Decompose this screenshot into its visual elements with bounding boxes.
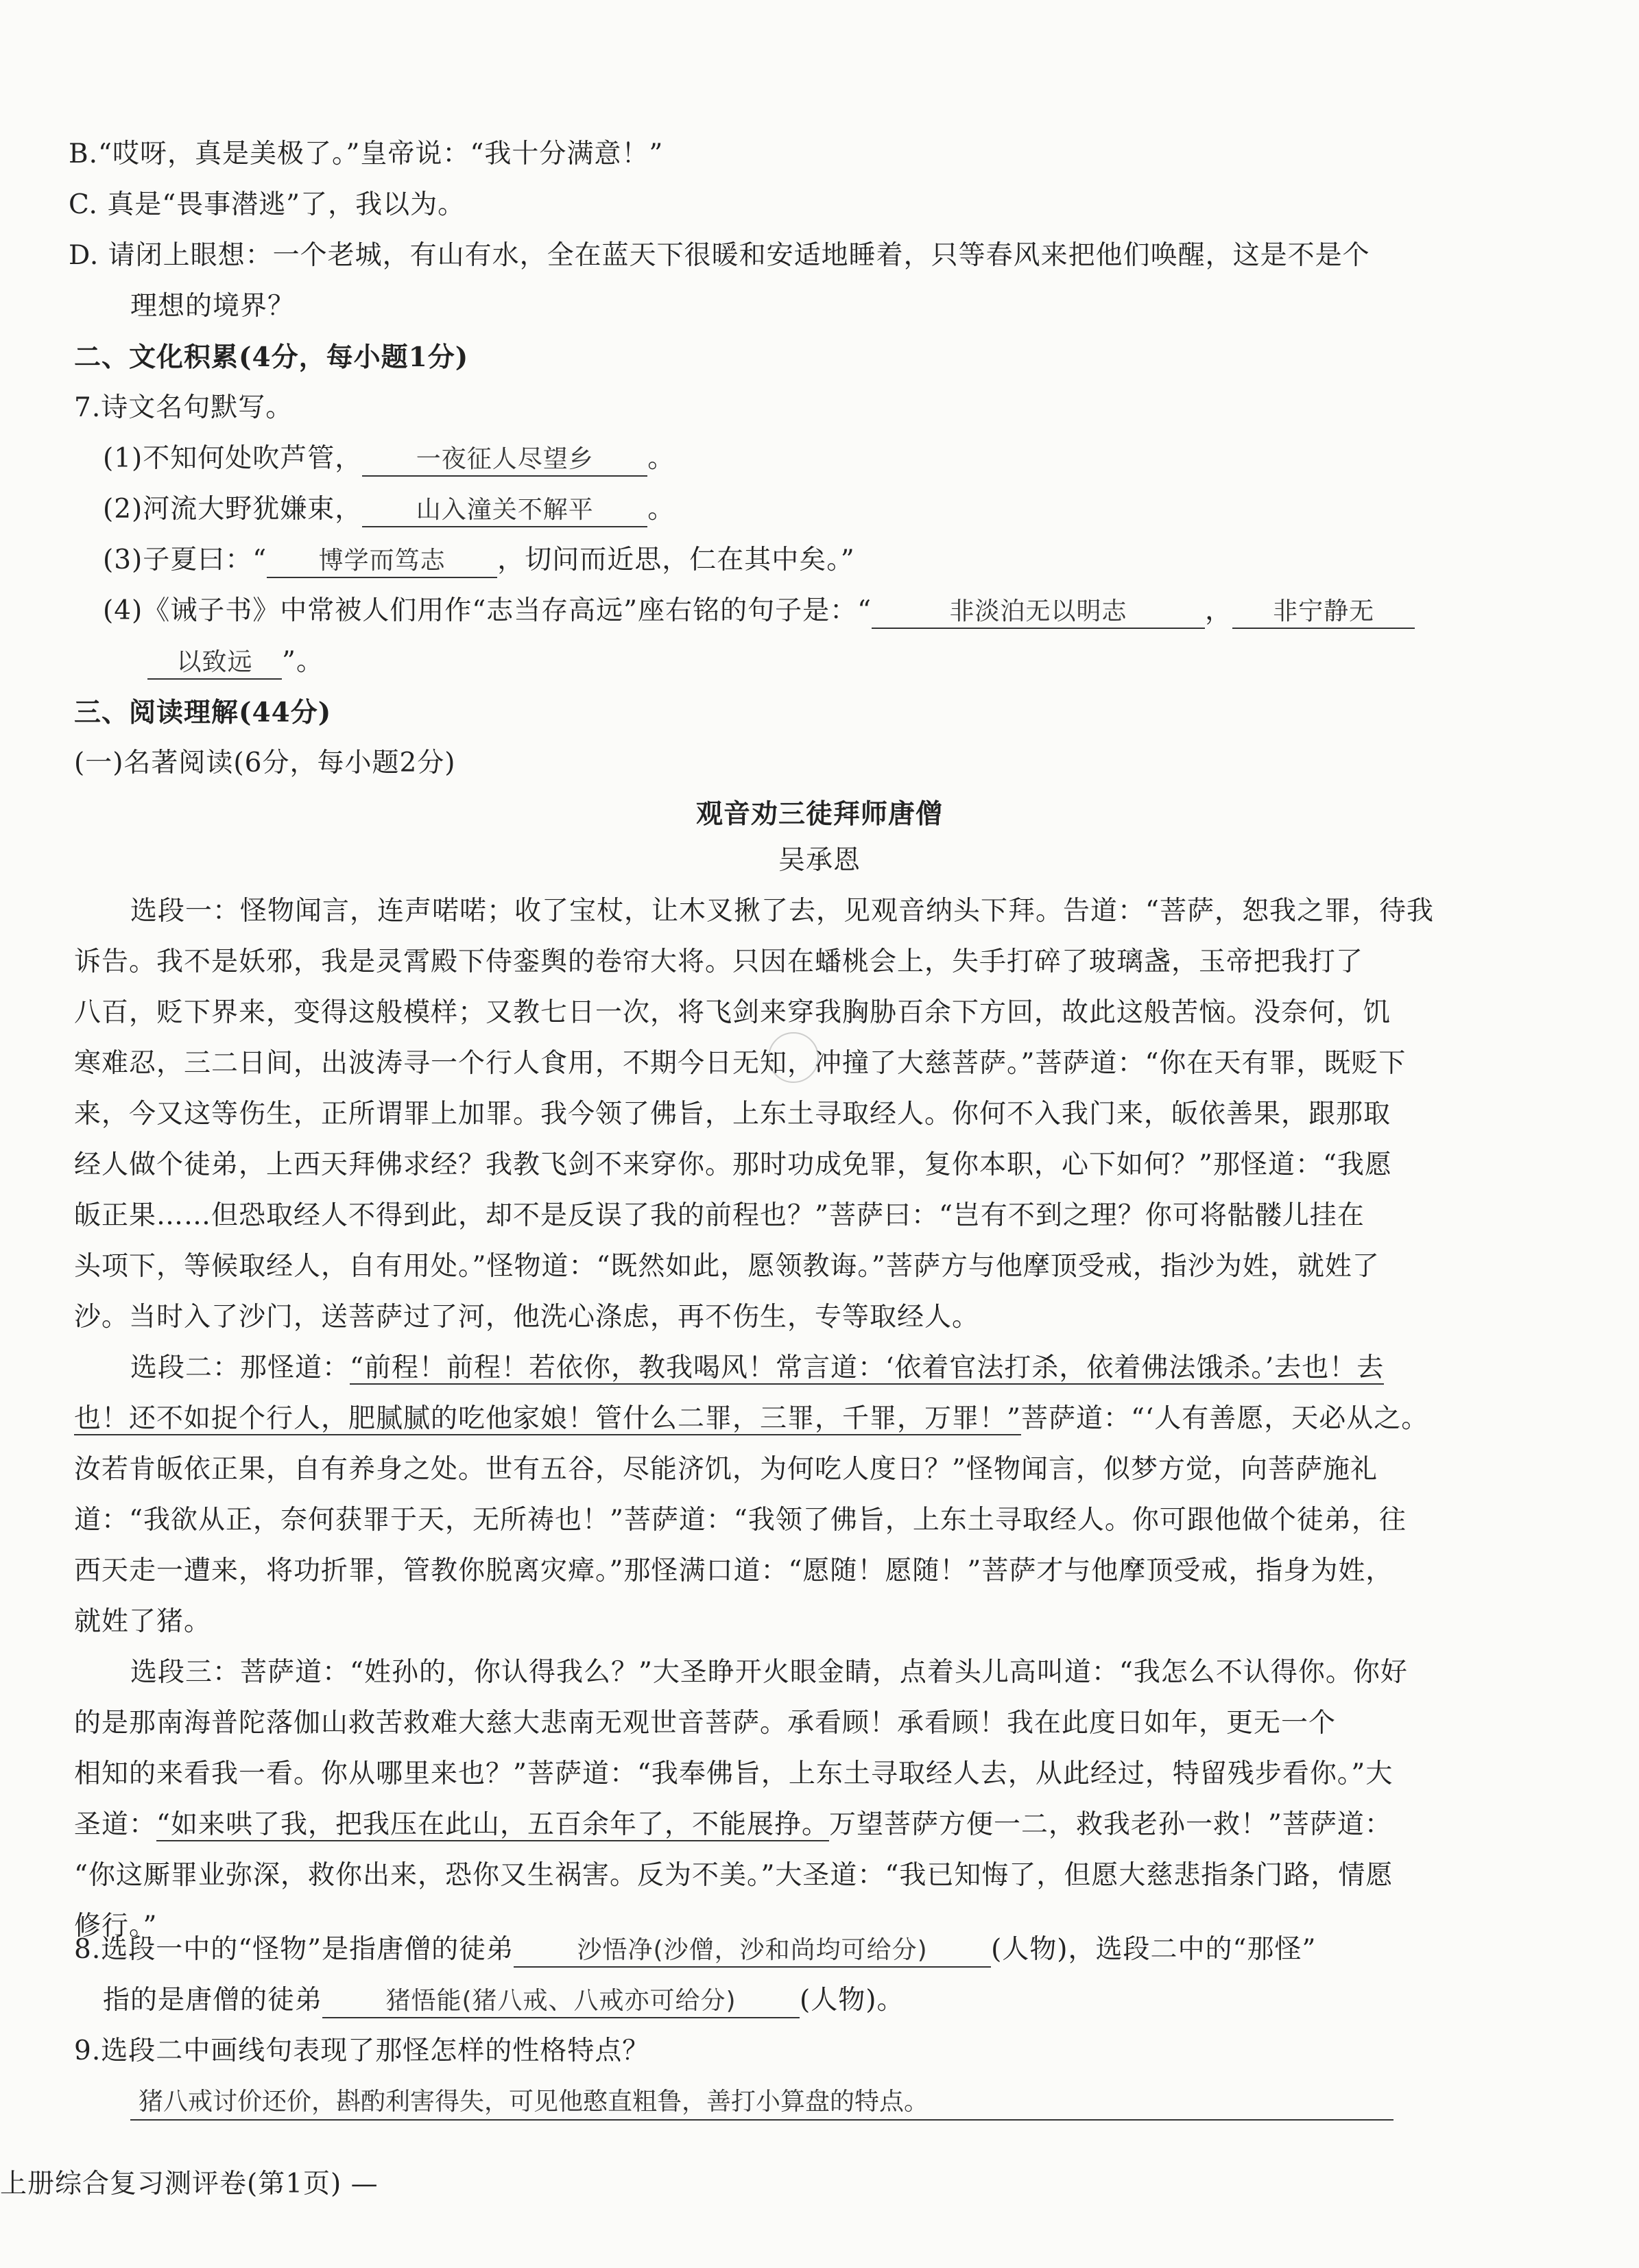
recite-item-4-end: ”。 [282,646,324,677]
passage-line: 就姓了猪。 [74,1606,212,1637]
passage-line: 八百，贬下界来，变得这般模样；又教七日一次，将飞剑来穿我胸胁百余下方回，故此这般苦恼。没奈何，饥 [74,997,1391,1028]
recite-item-1-end: 。 [647,443,675,474]
question-7: 7.诗文名句默写。 [74,392,294,423]
recite-item-2 [103,492,675,527]
question-8-prompt-2: 指的是唐僧的徒弟 [103,1985,323,2016]
passage-line: 西天走一遭来，将功折罪，管教你脱离灾瘴。”那怪满口道：“愿随！愿随！”菩萨才与他摩顶受戒，指身为姓， [74,1555,1393,1586]
underlined-sentence: 也！还不如捉个行人，肥腻腻的吃他家娘！管什么二罪，三罪，千罪，万罪！” [74,1403,1021,1434]
option-d-line1: D. 请闭上眼想：一个老城，有山有水，全在蓝天下很暖和安适地睡着，只等春风来把他们唤醒，这是不是个 [69,240,1370,271]
recite-item-2-prompt: (2)河流大野犹嫌束， [103,494,363,525]
passage-line: 相知的来看我一看。你从哪里来也？”菩萨道：“我奉佛旨，上东土寻取经人去，从此经过，特留残步看你。”大 [74,1758,1393,1789]
recite-item-1-answer: 一夜征人尽望乡 [362,444,647,477]
underlined-sentence: “如来哄了我，把我压在此山，五百余年了，不能展挣。 [156,1809,829,1840]
question-8-mid: (人物)，选段二中的“那怪” [991,1934,1317,1965]
passage-author: 吴承恩 [778,845,861,876]
passage-line: “你这厮罪业弥深，救你出来，恐你又生祸害。反为不美。”大圣道：“我已知悔了，但愿大慈悲指条门路，情愿 [74,1860,1393,1891]
passage-line: 汝若肯皈依正果，自有养身之处。世有五谷，尽能济饥，为何吃人度日？”怪物闻言，似梦方觉，向菩萨施礼 [74,1454,1378,1485]
passage-line: 选段二：那怪道：“前程！前程！若依你，教我喝风！常言道：‘依着官法打杀，依着佛法饿杀。’去也！去 [130,1352,1385,1383]
passage-line: 的是那南海普陀落伽山救苦救难大慈大悲南无观世音菩萨。承看顾！承看顾！我在此度日如年，更无一个 [74,1708,1337,1739]
recite-item-3-answer: 博学而笃志 [267,545,497,578]
recite-item-4-answer-2a: 非宁静无 [1232,596,1415,629]
question-8-answer-1: 沙悟净(沙僧，沙和尚均可给分) [514,1935,991,1968]
recite-item-4-comma: ， [1205,595,1233,626]
recite-item-3-prompt: (3)子夏曰：“ [103,545,267,575]
recite-item-1 [103,442,675,477]
passage-line: 寒难忍，三二日间，出波涛寻一个行人食用，不期今日无知，冲撞了大慈菩萨。”菩萨道：“你在天有罪，既贬下 [74,1048,1407,1079]
passage-line: 道：“我欲从正，奈何获罪于天，无所祷也！”菩萨道：“我领了佛旨，上东土寻取经人。你可跟他做个徒弟，往 [74,1505,1407,1536]
page-footer: 上册综合复习测评卷(第1页) — [0,2169,379,2199]
passage-line: 选段一：怪物闻言，连声喏喏；收了宝杖，让木叉揪了去，见观音纳头下拜。告道：“菩萨，恕我之罪，待我 [130,896,1434,927]
recite-item-4-answer-1: 非淡泊无以明志 [872,596,1205,629]
recite-item-4-cont [147,645,324,680]
section-heading-reading: 三、阅读理解(44分) [74,697,332,728]
subsection-classic-reading: (一)名著阅读(6分，每小题2分) [74,748,456,778]
recite-item-2-answer: 山入潼关不解平 [362,494,647,527]
recite-item-3-end: ，切问而近思，仁在其中矣。” [497,545,855,575]
passage-line: 皈正果……但恐取经人不得到此，却不是反误了我的前程也？”菩萨曰：“岂有不到之理？你可将骷髅儿挂在 [74,1200,1365,1231]
watermark-seal [768,1032,819,1083]
option-b: B.“哎呀，真是美极了。”皇帝说：“我十分满意！” [69,139,664,169]
question-9-answer: 猪八戒讨价还价，斟酌利害得失，可见他憨直粗鲁，善打小算盘的特点。 [130,2085,1393,2121]
option-c: C. 真是“畏事潜逃”了，我以为。 [69,189,466,220]
recite-item-2-end: 。 [647,494,675,525]
question-9: 9.选段二中画线句表现了那怪怎样的性格特点？ [74,2036,650,2066]
recite-item-3 [103,543,855,578]
question-8-line-1 [74,1933,1316,1968]
passage-line: 头项下，等候取经人，自有用处。”怪物道：“既然如此，愿领教诲。”菩萨方与他摩顶受戒，指沙为姓，就姓了 [74,1251,1380,1282]
recite-item-4-prompt: (4)《诫子书》中常被人们用作“志当存高远”座右铭的句子是：“ [103,595,872,626]
recite-item-4 [103,594,1415,629]
question-8-line-2 [103,1983,904,2018]
passage-line: 圣道：“如来哄了我，把我压在此山，五百余年了，不能展挣。万望菩萨方便一二，救我老孙一救！”菩萨道： [74,1809,1392,1840]
question-8-answer-2: 猪悟能(猪八戒、八戒亦可给分) [322,1985,800,2018]
passage-line: 也！还不如捉个行人，肥腻腻的吃他家娘！管什么二罪，三罪，千罪，万罪！”菩萨道：“‘人有善愿，天必从之。 [74,1403,1429,1434]
passage-line: 修行。” [74,1911,158,1942]
passage-title: 观音劝三徒拜师唐僧 [695,798,943,830]
passage-line: 诉告。我不是妖邪，我是灵霄殿下侍銮舆的卷帘大将。只因在蟠桃会上，失手打碎了玻璃盏，玉帝把我打了 [74,946,1364,977]
question-8-prompt: 8.选段一中的“怪物”是指唐僧的徒弟 [74,1934,514,1965]
passage-line: 经人做个徒弟，上西天拜佛求经？我教飞剑不来穿你。那时功成免罪，复你本职，心下如何？”那怪道：“我愿 [74,1149,1392,1180]
recite-item-4-answer-2b: 以致远 [147,647,282,680]
underlined-sentence: “前程！前程！若依你，教我喝风！常言道：‘依着官法打杀，依着佛法饿杀。’去也！去 [350,1352,1385,1383]
section-heading-culture: 二、文化积累(4分，每小题1分) [74,342,469,373]
recite-item-1-prompt: (1)不知何处吹芦管， [103,443,363,474]
question-8-end: (人物)。 [800,1985,905,2016]
option-d-line2: 理想的境界？ [130,291,296,322]
passage-line: 沙。当时入了沙门，送菩萨过了河，他洗心涤虑，再不伤生，专等取经人。 [74,1302,980,1333]
passage-line: 选段三：菩萨道：“姓孙的，你认得我么？”大圣睁开火眼金睛，点着头儿高叫道：“我怎么不认得你。你好 [130,1657,1408,1688]
passage-line: 来，今又这等伤生，正所谓罪上加罪。我今领了佛旨，上东土寻取经人。你何不入我门来，皈依善果，跟那取 [74,1099,1391,1130]
